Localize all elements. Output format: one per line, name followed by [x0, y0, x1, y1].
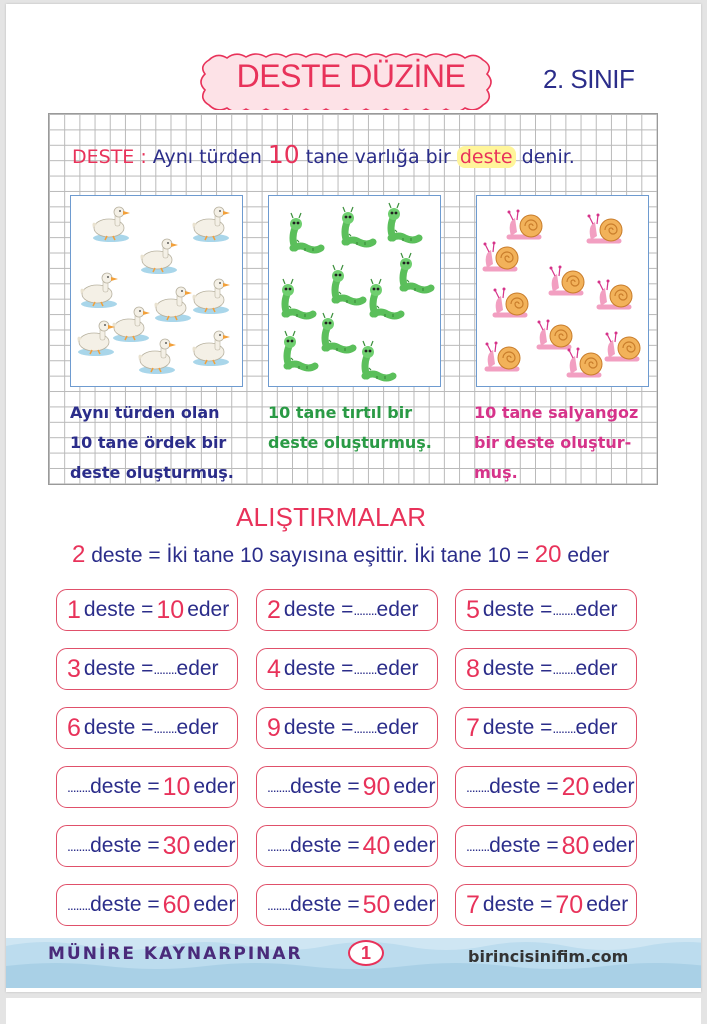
exercise-box	[256, 884, 438, 926]
exercise-suffix: eder	[176, 716, 219, 739]
exercise-count: 6	[67, 713, 81, 742]
example-text-1: deste = İki tane 10 sayısına eşittir. İki tane 10 =	[85, 544, 535, 567]
snail-icon	[538, 320, 573, 348]
exercise-suffix: eder	[176, 657, 219, 680]
caterpillar-icon	[290, 213, 321, 251]
answer-blank: ........	[552, 661, 576, 677]
snail-icon	[486, 342, 521, 370]
exercise-box	[56, 648, 238, 690]
exercise-suffix: eder	[376, 657, 419, 680]
exercise-count: 5	[466, 595, 480, 624]
exercise-text: deste =	[83, 657, 154, 680]
exercise-suffix: eder	[376, 716, 419, 739]
exercise-box	[56, 707, 238, 749]
exercise-suffix: eder	[193, 893, 236, 916]
snails-illustration	[476, 195, 649, 387]
caterpillar-icon	[284, 331, 315, 369]
answer-blank: ........	[67, 779, 91, 795]
exercise-suffix: eder	[193, 775, 236, 798]
exercise-box	[455, 884, 637, 926]
exercise-text: deste =	[482, 598, 553, 621]
answer-blank: ........	[67, 897, 91, 913]
exercise-value: 10	[162, 772, 191, 801]
exercise-box	[455, 825, 637, 867]
caterpillar-icon	[322, 313, 353, 351]
exercise-value: 60	[162, 890, 191, 919]
exercise-text: deste =	[489, 834, 559, 857]
caption-snails	[474, 398, 638, 488]
example-sentence	[72, 541, 609, 569]
snail-icon	[550, 266, 585, 294]
author-name: MÜNİRE KAYNARPINAR	[48, 944, 303, 964]
caterpillars-illustration	[268, 195, 441, 387]
exercise-text: deste =	[90, 834, 160, 857]
exercise-text: deste =	[90, 775, 160, 798]
caption-caterpillars	[268, 398, 432, 458]
caption-line: muş.	[474, 463, 518, 482]
website-label: birincisinifim.com	[468, 947, 629, 966]
exercise-text: deste =	[482, 716, 553, 739]
answer-blank: ........	[552, 720, 576, 736]
next-page-edge	[6, 998, 701, 1024]
exercise-suffix: eder	[575, 657, 618, 680]
caption-line: Aynı türden olan	[70, 403, 220, 422]
exercise-text: deste =	[83, 598, 154, 621]
snails-picture	[477, 196, 648, 386]
exercise-suffix: eder	[575, 716, 618, 739]
exercise-text: deste =	[482, 657, 553, 680]
exercise-box	[455, 766, 637, 808]
caterpillar-icon	[388, 203, 419, 241]
exercise-suffix: eder	[592, 775, 635, 798]
exercise-suffix: eder	[193, 834, 236, 857]
example-text-2: eder	[561, 544, 610, 567]
caption-line: deste oluşturmuş.	[268, 433, 432, 452]
answer-blank: ........	[552, 602, 576, 618]
exercise-box	[56, 825, 238, 867]
exercise-box	[455, 707, 637, 749]
exercise-text: deste =	[489, 775, 559, 798]
snail-icon	[568, 348, 603, 376]
caterpillar-icon	[362, 341, 393, 379]
exercise-box	[256, 648, 438, 690]
caption-line: 10 tane tırtıl bir	[268, 403, 413, 422]
snail-icon	[588, 214, 623, 242]
exercise-suffix: eder	[393, 893, 436, 916]
exercise-text: deste =	[283, 598, 354, 621]
answer-blank: ........	[353, 720, 377, 736]
caption-line: bir deste oluştur-	[474, 433, 632, 452]
example-number: 2	[72, 541, 86, 568]
definition-text-3: denir.	[515, 146, 575, 168]
answer-blank: ........	[267, 838, 291, 854]
exercise-text: deste =	[283, 716, 354, 739]
duck-icon	[193, 207, 231, 242]
exercise-count: 7	[466, 713, 480, 742]
exercise-box	[256, 589, 438, 631]
caterpillar-icon	[342, 207, 373, 245]
exercise-value: 30	[162, 831, 191, 860]
exercise-value: 80	[561, 831, 590, 860]
caterpillar-icon	[282, 279, 313, 317]
exercise-box	[56, 589, 238, 631]
answer-blank: ........	[353, 602, 377, 618]
exercise-count: 7	[466, 890, 480, 919]
answer-blank: ........	[67, 838, 91, 854]
caption-line: 10 tane ördek bir	[70, 433, 227, 452]
exercise-value: 40	[362, 831, 391, 860]
answer-blank: ........	[466, 779, 490, 795]
grade-label: 2. SINIF	[543, 64, 635, 94]
duck-icon	[141, 239, 179, 274]
definition-line	[72, 140, 575, 169]
caption-line: deste oluşturmuş.	[70, 463, 234, 482]
exercise-suffix: eder	[393, 775, 436, 798]
answer-blank: ........	[153, 661, 177, 677]
answer-blank: ........	[466, 838, 490, 854]
caption-line: 10 tane salyangoz	[474, 403, 639, 422]
caterpillar-icon	[332, 265, 363, 303]
exercise-text: deste =	[290, 893, 360, 916]
exercise-box	[56, 766, 238, 808]
snail-icon	[484, 242, 519, 270]
exercise-suffix: eder	[592, 834, 635, 857]
exercise-count: 4	[267, 654, 281, 683]
exercise-box	[56, 884, 238, 926]
caterpillars-picture	[269, 196, 440, 386]
snail-icon	[508, 210, 543, 238]
exercise-count: 9	[267, 713, 281, 742]
duck-icon	[113, 307, 151, 342]
caption-ducks	[70, 398, 234, 488]
exercise-value: 20	[561, 772, 590, 801]
page-title: DESTE DÜZİNE	[236, 58, 466, 94]
exercise-box	[455, 648, 637, 690]
exercise-box	[455, 589, 637, 631]
answer-blank: ........	[267, 897, 291, 913]
exercise-text: deste =	[482, 893, 553, 916]
exercise-value: 70	[555, 890, 584, 919]
caterpillar-icon	[370, 279, 401, 317]
exercise-count: 1	[67, 595, 81, 624]
duck-icon	[155, 287, 193, 322]
exercise-text: deste =	[290, 775, 360, 798]
exercise-text: deste =	[90, 893, 160, 916]
duck-icon	[193, 331, 231, 366]
exercise-value: 50	[362, 890, 391, 919]
ducks-picture	[71, 196, 242, 386]
answer-blank: ........	[267, 779, 291, 795]
exercise-text: deste =	[290, 834, 360, 857]
exercise-suffix: eder	[187, 598, 230, 621]
duck-icon	[193, 279, 231, 314]
definition-text-2: tane varlığa bir	[299, 146, 457, 168]
duck-icon	[81, 273, 119, 308]
answer-blank: ........	[353, 661, 377, 677]
exercise-suffix: eder	[575, 598, 618, 621]
snail-icon	[606, 332, 641, 360]
duck-icon	[93, 207, 131, 242]
duck-icon	[78, 321, 116, 356]
snail-icon	[494, 288, 529, 316]
duck-icon	[139, 339, 177, 374]
exercise-value: 90	[362, 772, 391, 801]
exercise-box	[256, 766, 438, 808]
exercises-title: ALIŞTIRMALAR	[236, 502, 427, 532]
caterpillar-icon	[400, 253, 431, 291]
definition-text-1: Aynı türden	[146, 146, 268, 168]
exercise-text: deste =	[83, 716, 154, 739]
definition-highlight: deste	[457, 146, 516, 168]
exercise-box	[256, 707, 438, 749]
exercise-text: deste =	[283, 657, 354, 680]
exercise-suffix: eder	[393, 834, 436, 857]
exercise-suffix: eder	[586, 893, 629, 916]
ducks-illustration	[70, 195, 243, 387]
definition-number: 10	[267, 140, 300, 169]
definition-label: DESTE :	[72, 146, 147, 168]
page-number: 1	[348, 940, 384, 966]
snail-icon	[598, 280, 633, 308]
exercise-box	[256, 825, 438, 867]
exercise-count: 8	[466, 654, 480, 683]
exercise-count: 2	[267, 595, 281, 624]
exercise-value: 10	[156, 595, 185, 624]
exercise-suffix: eder	[376, 598, 419, 621]
answer-blank: ........	[153, 720, 177, 736]
example-result: 20	[534, 541, 562, 568]
exercise-count: 3	[67, 654, 81, 683]
